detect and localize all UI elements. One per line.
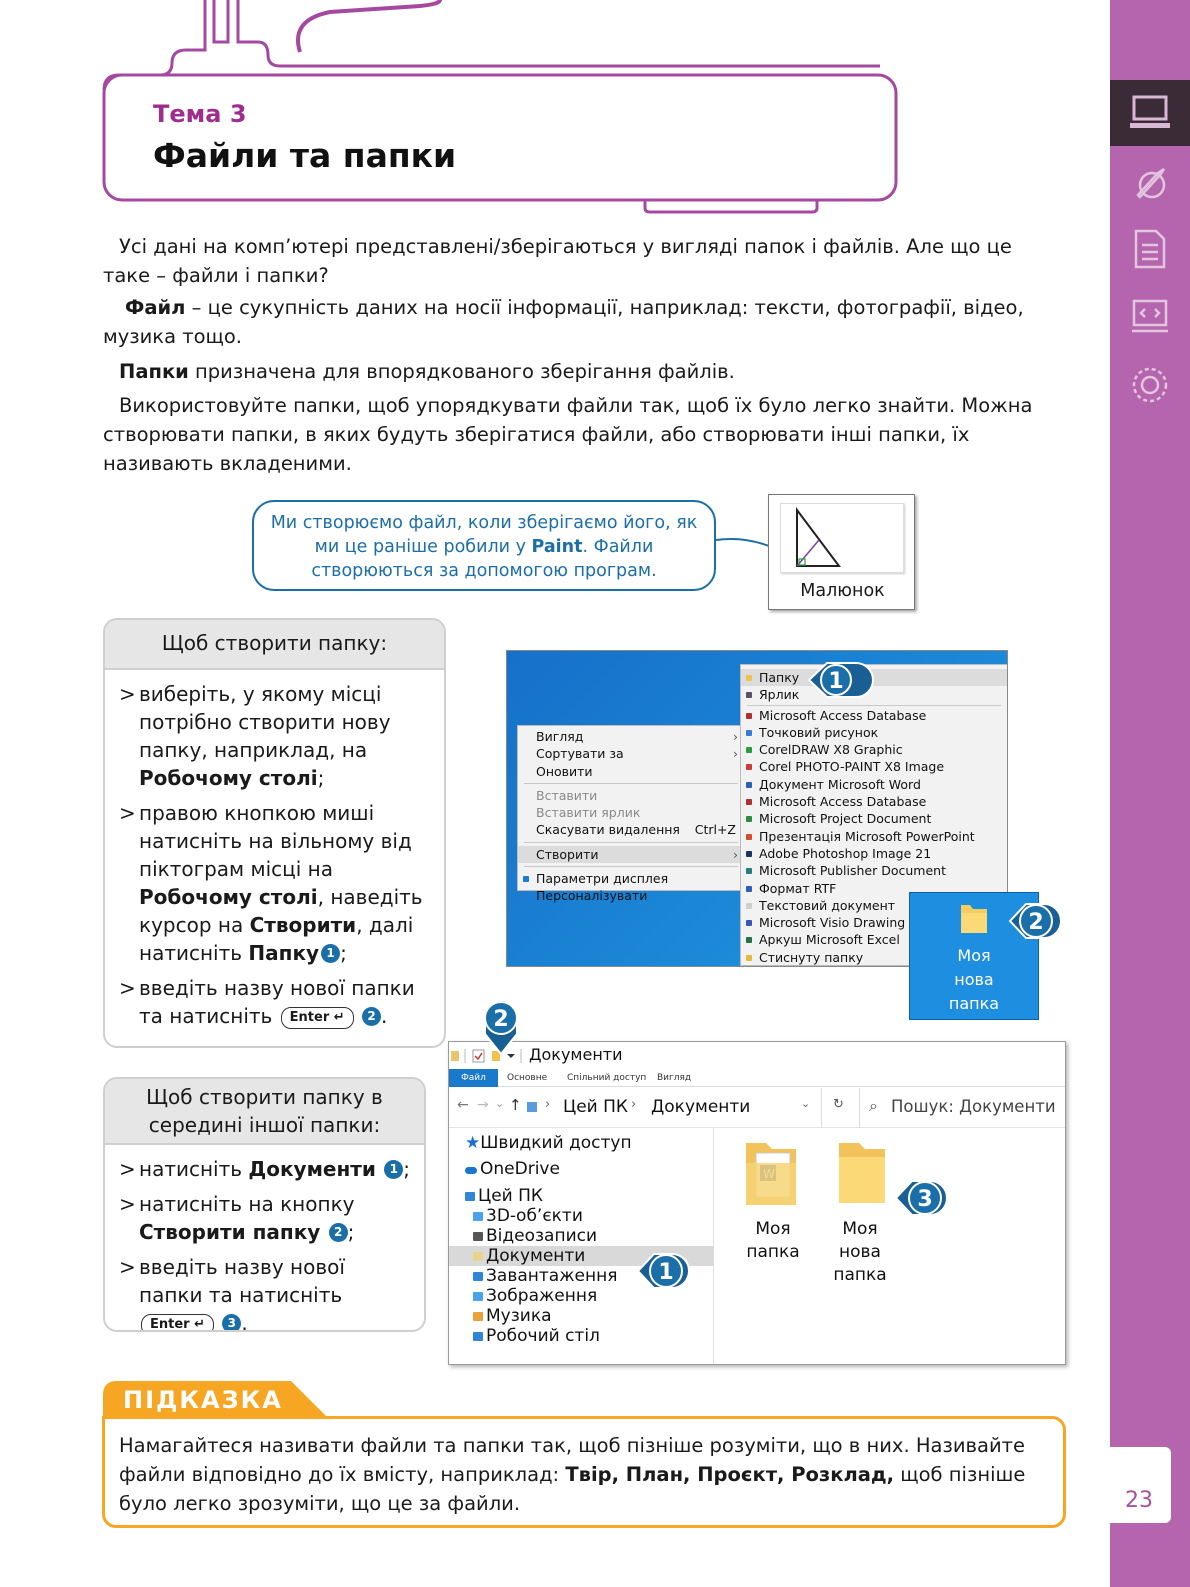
desktop-icon bbox=[473, 1332, 483, 1341]
submenu-item[interactable]: Microsoft Project Document bbox=[741, 810, 1007, 827]
address-bar bbox=[449, 1088, 1066, 1128]
submenu-item[interactable]: Документ Microsoft Word bbox=[741, 776, 1007, 793]
submenu-item[interactable]: Формат RTF bbox=[741, 880, 1007, 897]
publisher-icon bbox=[746, 868, 752, 874]
step-item: > введіть назву нової папки та натисніть Enter ↵ 2 . bbox=[119, 976, 415, 1028]
rtf-icon bbox=[746, 886, 752, 892]
cloud-icon bbox=[465, 1167, 477, 1174]
folder-name-line: нова bbox=[954, 970, 994, 989]
submenu-item[interactable]: Точковий рисунок bbox=[741, 724, 1007, 741]
download-icon bbox=[473, 1272, 483, 1281]
submenu-item[interactable]: Презентація Microsoft PowerPoint bbox=[741, 828, 1007, 845]
window-title: Документи bbox=[529, 1045, 623, 1064]
step-item: > натисніть на кнопку Створити папку 2 ; bbox=[119, 1192, 355, 1244]
step-item: > виберіть, у якому місці потрібно створити нову папку, наприклад, на Робочому столі; bbox=[119, 682, 391, 790]
menu-item-new[interactable]: Створити › bbox=[518, 846, 744, 863]
nav-this-pc[interactable]: Цей ПК bbox=[465, 1186, 543, 1206]
create-subfolder-instructions bbox=[103, 1077, 426, 1332]
personalize-icon bbox=[523, 893, 529, 899]
svg-text:2: 2 bbox=[1028, 910, 1044, 935]
menu-item-paste-shortcut[interactable]: Вставити ярлик bbox=[536, 805, 641, 821]
submenu-item-folder[interactable]: Папку bbox=[741, 669, 1007, 686]
step-badge-3 bbox=[894, 1177, 950, 1219]
file-definition: Файл – це сукупність даних на носії інформації, наприклад: тексти, фотографії, відео, музика тощо. bbox=[103, 296, 1024, 348]
folder-icon bbox=[957, 901, 991, 937]
submenu-item[interactable]: Текстовий документ bbox=[741, 897, 1007, 914]
step-item: > введіть назву нової папки та натисніть Enter ↵ 3 . bbox=[119, 1253, 414, 1332]
step-number-badge: 3 bbox=[222, 1314, 241, 1333]
tab-share[interactable]: Спільний доступ bbox=[567, 1073, 647, 1083]
enter-key-icon: Enter ↵ bbox=[141, 1314, 214, 1332]
step-number-badge: 1 bbox=[321, 944, 340, 963]
picture-file-card bbox=[768, 494, 915, 610]
enter-key-icon: Enter ↵ bbox=[281, 1007, 354, 1029]
up-arrow-icon[interactable]: ↑ bbox=[509, 1096, 522, 1114]
navigation-pane bbox=[449, 1128, 714, 1365]
nav-pictures[interactable]: Зображення bbox=[473, 1286, 597, 1306]
breadcrumb-chevron-icon: › bbox=[631, 1097, 637, 1112]
menu-item-paste[interactable]: Вставити bbox=[536, 787, 598, 803]
access-icon bbox=[746, 713, 752, 719]
step-number-badge: 2 bbox=[329, 1223, 348, 1242]
powerpoint-icon bbox=[746, 834, 752, 840]
steps-list bbox=[105, 1145, 424, 1332]
folder-name-line: Моя bbox=[957, 946, 991, 965]
submenu-item[interactable]: Microsoft Access Database bbox=[741, 793, 1007, 810]
breadcrumb-this-pc[interactable]: Цей ПК bbox=[563, 1097, 628, 1117]
ribbon-tabs bbox=[449, 1069, 1066, 1087]
back-arrow-icon[interactable]: ← bbox=[457, 1097, 469, 1113]
menu-item-undo-delete[interactable]: Скасувати видалення Ctrl+Z bbox=[536, 822, 736, 838]
step-badge-2-explorer bbox=[480, 998, 522, 1056]
submenu-item[interactable]: Microsoft Visio Drawing bbox=[741, 914, 1007, 931]
star-icon: ★ bbox=[465, 1133, 481, 1153]
folder-item-my-folder[interactable]: Моя папка bbox=[728, 1139, 818, 1264]
svg-text:2: 2 bbox=[493, 1007, 509, 1032]
submenu-item[interactable]: CorelDRAW X8 Graphic bbox=[741, 741, 1007, 758]
cube-icon bbox=[473, 1212, 483, 1221]
file-explorer-window bbox=[448, 1041, 1066, 1365]
document-icon bbox=[1110, 216, 1190, 282]
documents-icon bbox=[473, 1252, 483, 1261]
intro-paragraph-1: Усі дані на комп’ютері представлені/зберігаються у вигляді папок і файлів. Але що це таке – файли і папки? bbox=[103, 235, 1012, 287]
nav-downloads[interactable]: Завантаження bbox=[473, 1266, 617, 1286]
submenu-item[interactable]: Corel PHOTO-PAINT X8 Image bbox=[741, 758, 1007, 775]
recent-dropdown-icon[interactable]: ⌄ bbox=[495, 1097, 505, 1110]
nav-quick-access[interactable]: ★Швидкий доступ bbox=[465, 1133, 632, 1153]
tab-view[interactable]: Вигляд bbox=[657, 1073, 692, 1083]
rocket-icon bbox=[1110, 150, 1190, 216]
breadcrumb-documents[interactable]: Документи bbox=[651, 1097, 751, 1117]
word-folder-icon bbox=[742, 1139, 804, 1211]
page-title: Файли та папки bbox=[153, 136, 457, 175]
address-dropdown-icon[interactable]: ⌄ bbox=[801, 1097, 811, 1110]
photoshop-icon bbox=[746, 851, 752, 857]
folder-icon bbox=[746, 675, 752, 681]
search-icon: ⌕ bbox=[869, 1096, 878, 1115]
submenu-item[interactable]: Adobe Photoshop Image 21 bbox=[741, 845, 1007, 862]
nav-desktop[interactable]: Робочий стіл bbox=[473, 1326, 600, 1346]
submenu-item[interactable]: Стиснуту папку bbox=[741, 949, 1007, 966]
project-icon bbox=[746, 816, 752, 822]
code-screen-icon bbox=[1110, 284, 1190, 350]
nav-videos[interactable]: Відеозаписи bbox=[473, 1226, 597, 1246]
chapter-sidebar bbox=[1110, 0, 1190, 1587]
submenu-item[interactable]: Аркуш Microsoft Excel bbox=[741, 931, 1007, 948]
zip-folder-icon bbox=[746, 955, 752, 961]
submenu-item[interactable]: Microsoft Publisher Document bbox=[741, 862, 1007, 879]
video-icon bbox=[473, 1232, 483, 1241]
nav-3d-objects[interactable]: 3D-об’єкти bbox=[473, 1206, 583, 1226]
page-number: 23 bbox=[1125, 1488, 1153, 1513]
folder-item-my-new-folder[interactable]: Моя нова папка bbox=[815, 1139, 905, 1287]
documents-location-icon bbox=[527, 1102, 537, 1112]
steps-list bbox=[105, 670, 444, 1045]
submenu-item[interactable]: Microsoft Access Database bbox=[741, 707, 1007, 724]
intro-paragraph-4: Використовуйте папки, щоб упорядкувати файли так, щоб їх було легко знайти. Можна створювати папки, в яких будуть зберігатися файли, або створювати інші папки, їх називають вкладеними. bbox=[103, 394, 1033, 475]
menu-item-display-settings[interactable]: Параметри дисплея bbox=[518, 870, 744, 887]
step-number-badge: 1 bbox=[384, 1160, 403, 1179]
text-file-icon bbox=[746, 903, 752, 909]
title-frame bbox=[0, 0, 910, 215]
nav-music[interactable]: Музика bbox=[473, 1306, 552, 1326]
breadcrumb-chevron-icon: › bbox=[545, 1097, 551, 1112]
bitmap-icon bbox=[746, 730, 752, 736]
svg-text:3: 3 bbox=[917, 1187, 933, 1212]
settings-gear-icon bbox=[1110, 352, 1190, 418]
step-item: > правою кнопкою миші натисніть на вільному від піктограм місці на Робочому столі, наведіть курсор на Створити, далі натисніть Папку 1 ; bbox=[119, 801, 423, 965]
picture-file-label: Малюнок bbox=[800, 581, 885, 601]
hint-label: ПІДКАЗКА bbox=[123, 1386, 283, 1414]
hint-box: Намагайтеся називати файли та папки так, щоб пізніше розуміти, що в них. Називайте файли відповідно до їх вмісту, наприклад: Твір, План, Проєкт, Розклад, щоб пізніше було легко зрозуміти, що це за файли. bbox=[102, 1416, 1066, 1528]
box-heading: Щоб створити папку: bbox=[105, 620, 444, 670]
visio-icon bbox=[746, 920, 752, 926]
step-item: > натисніть Документи 1 ; bbox=[119, 1157, 411, 1181]
menu-item-view[interactable]: Вигляд › bbox=[536, 729, 738, 744]
display-icon bbox=[523, 876, 529, 882]
svg-text:1: 1 bbox=[658, 1260, 674, 1285]
folder-definition: Папки призначена для впорядкованого зберігання файлів. bbox=[119, 360, 735, 383]
folder-icon bbox=[829, 1139, 891, 1211]
pictures-icon bbox=[473, 1292, 483, 1301]
menu-item-refresh[interactable]: Оновити bbox=[536, 763, 593, 779]
badge-number: 1 bbox=[828, 669, 844, 694]
photopaint-icon bbox=[746, 764, 752, 770]
menu-item-personalize[interactable]: Персоналізувати bbox=[518, 887, 744, 904]
access-icon bbox=[746, 799, 752, 805]
nav-documents[interactable]: Документи bbox=[449, 1246, 713, 1266]
excel-icon bbox=[746, 937, 752, 943]
music-icon bbox=[473, 1312, 483, 1321]
step-badge-1 bbox=[807, 659, 877, 701]
refresh-icon[interactable]: ↻ bbox=[833, 1097, 844, 1112]
paint-callout: Ми створюємо файл, коли зберігаємо його, як ми це раніше робили у Paint. Файли створюються за допомогою програм. bbox=[252, 500, 716, 591]
menu-item-sort[interactable]: Сортувати за › bbox=[536, 746, 738, 762]
tab-file[interactable]: Файл bbox=[449, 1069, 498, 1087]
box-heading: Щоб створити папку в середині іншої папки: bbox=[105, 1079, 424, 1145]
tab-home[interactable]: Основне bbox=[507, 1073, 548, 1083]
word-icon bbox=[746, 782, 752, 788]
step-badge-1-explorer bbox=[636, 1250, 692, 1292]
submenu-item-shortcut[interactable]: Ярлик bbox=[741, 686, 1007, 703]
nav-onedrive[interactable]: OneDrive bbox=[465, 1159, 560, 1179]
laptop-icon bbox=[1110, 80, 1190, 146]
coreldraw-icon bbox=[746, 747, 752, 753]
search-input[interactable]: Пошук: Документи bbox=[891, 1097, 1056, 1116]
computer-icon bbox=[465, 1192, 475, 1201]
page-number-tab bbox=[1107, 1447, 1171, 1523]
create-folder-instructions bbox=[103, 618, 446, 1048]
step-badge-2 bbox=[1008, 900, 1064, 942]
topic-label: Тема 3 bbox=[153, 100, 247, 128]
folder-name-line: папка bbox=[948, 994, 1000, 1013]
shortcut-icon bbox=[746, 692, 752, 698]
desktop-context-menu bbox=[517, 725, 745, 904]
step-number-badge: 2 bbox=[362, 1007, 381, 1026]
triangle-drawing bbox=[780, 503, 904, 573]
forward-arrow-icon[interactable]: → bbox=[477, 1097, 489, 1113]
